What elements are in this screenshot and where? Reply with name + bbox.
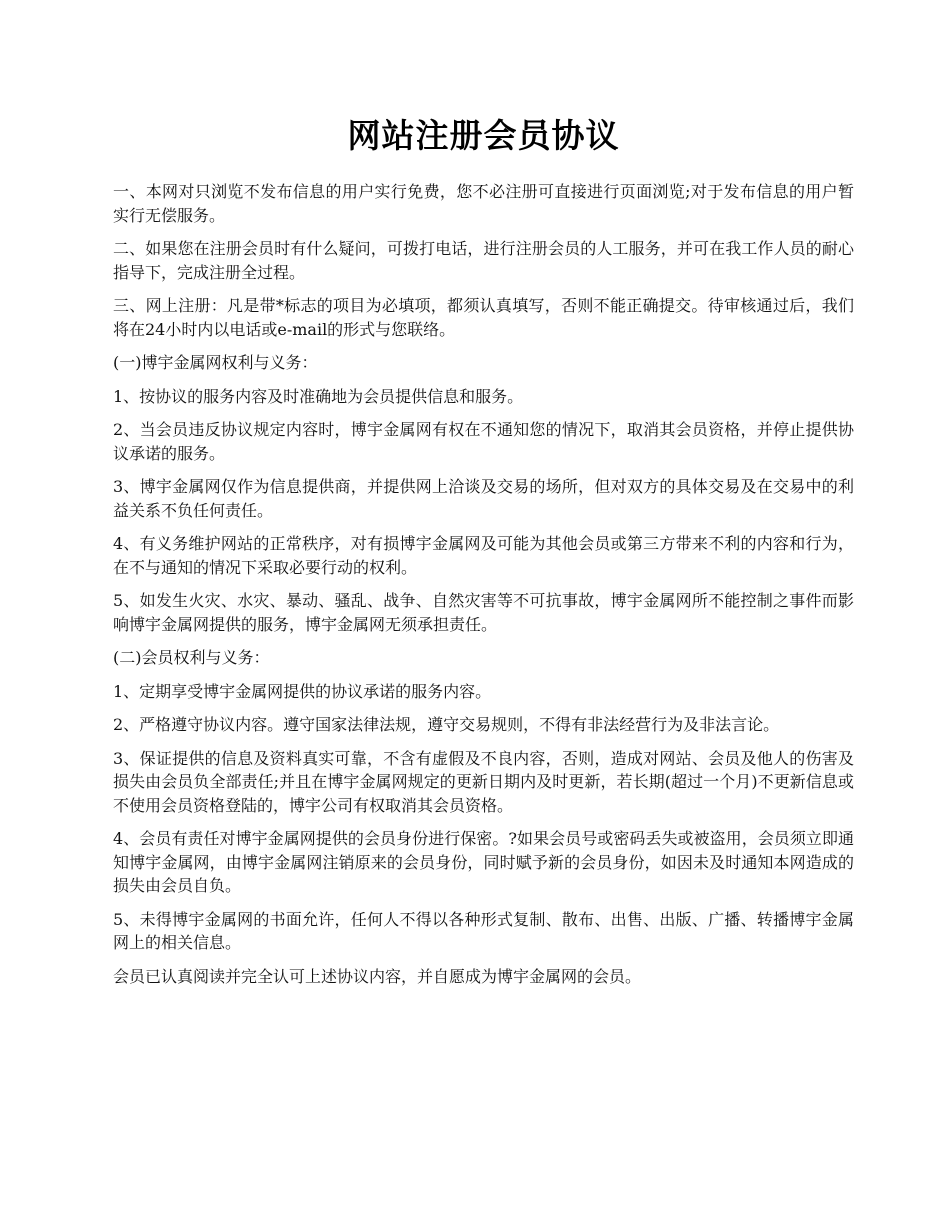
paragraph-site-rights-4: 4、有义务维护网站的正常秩序，对有损博宇金属网及可能为其他会员或第三方带来不利的内容和行为，在不与通知的情况下采取必要行动的权利。 — [113, 534, 854, 577]
paragraph-site-rights-5: 5、如发生火灾、水灾、暴动、骚乱、战争、自然灾害等不可抗事故，博宇金属网所不能控制之事件而影响博宇金属网提供的服务，博宇金属网无须承担责任。 — [113, 591, 854, 634]
paragraph-intro-3: 三、网上注册：凡是带*标志的项目为必填项，都须认真填写，否则不能正确提交。待审核通过后，我们将在24小时内以电话或e-mail的形式与您联络。 — [113, 296, 854, 339]
paragraph-member-rights-4: 4、会员有责任对博宇金属网提供的会员身份进行保密。?如果会员号或密码丢失或被盗用，会员须立即通知博宇金属网，由博宇金属网注销原来的会员身份，同时赋予新的会员身份，如因未及时通知本网造成的损失由会员自负。 — [113, 829, 854, 895]
paragraph-intro-2: 二、如果您在注册会员时有什么疑问，可拨打电话，进行注册会员的人工服务，并可在我工作人员的耐心指导下，完成注册全过程。 — [113, 239, 854, 282]
paragraph-site-rights-3: 3、博宇金属网仅作为信息提供商，并提供网上洽谈及交易的场所，但对双方的具体交易及在交易中的利益关系不负任何责任。 — [113, 477, 854, 520]
section-heading-member-rights: (二)会员权利与义务： — [113, 648, 270, 667]
paragraph-site-rights-1: 1、按协议的服务内容及时准确地为会员提供信息和服务。 — [113, 386, 524, 406]
section-heading-site-rights: (一)博宇金属网权利与义务： — [113, 353, 318, 372]
paragraph-member-rights-2: 2、严格遵守协议内容。遵守国家法律法规，遵守交易规则，不得有非法经营行为及非法言论。 — [113, 715, 780, 734]
paragraph-member-rights-5: 5、未得博宇金属网的书面允许，任何人不得以各种形式复制、散布、出售、出版、广播、转播博宇金属网上的相关信息。 — [113, 909, 854, 952]
document-title: 网站注册会员协议 — [347, 116, 620, 155]
paragraph-closing-statement: 会员已认真阅读并完全认可上述协议内容，并自愿成为博宇金属网的会员。 — [113, 966, 642, 986]
paragraph-site-rights-2: 2、当会员违反协议规定内容时，博宇金属网有权在不通知您的情况下，取消其会员资格，并停止提供协议承诺的服务。 — [113, 420, 854, 463]
paragraph-member-rights-1: 1、定期享受博宇金属网提供的协议承诺的服务内容。 — [113, 681, 492, 701]
paragraph-intro-1: 一、本网对只浏览不发布信息的用户实行免费，您不必注册可直接进行页面浏览;对于发布信息的用户暂实行无偿服务。 — [113, 182, 854, 225]
paragraph-member-rights-3: 3、保证提供的信息及资料真实可靠，不含有虚假及不良内容，否则，造成对网站、会员及他人的伤害及损失由会员负全部责任;并且在博宇金属网规定的更新日期内及时更新，若长期(超过一个月)不更新信息或不使用会员资格登陆的，博宇公司有权取消其会员资格。 — [113, 748, 854, 815]
